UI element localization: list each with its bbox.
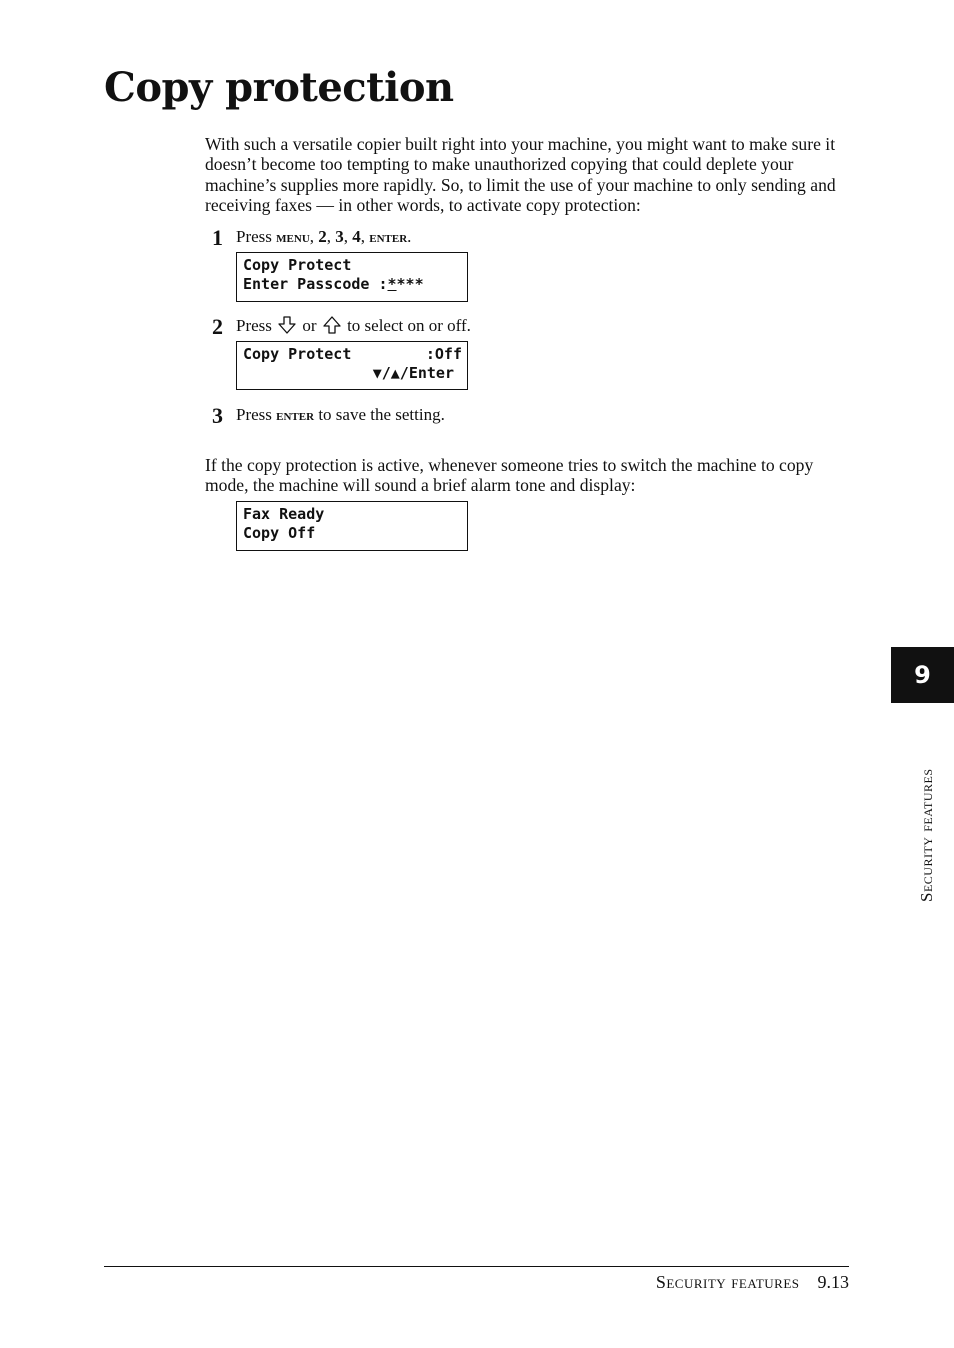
cursor: * bbox=[387, 274, 397, 293]
step-1-number: 1 bbox=[212, 225, 223, 250]
page-footer bbox=[656, 1272, 849, 1293]
outro-paragraph: If the copy protection is active, whenever someone tries to switch the machine to copy mode, the machine will sound a brief alarm tone and display: bbox=[205, 455, 814, 496]
lcd-line-2: ▼/▲/Enter bbox=[372, 363, 454, 382]
lcd-line-1: Copy Protect :Off bbox=[243, 345, 462, 363]
key-3: 3 bbox=[335, 227, 344, 246]
up-arrow-key-icon bbox=[323, 316, 341, 334]
step-2-number: 2 bbox=[212, 314, 223, 339]
enter-key: enter bbox=[369, 230, 408, 246]
step-1-text: Press menu, 2, 3, 4, enter. bbox=[236, 227, 412, 246]
step-3-text: Press enter to save the setting. bbox=[236, 405, 445, 424]
enter-key: enter bbox=[276, 408, 315, 424]
side-section-label: Security features bbox=[917, 768, 936, 902]
chapter-tab: 9 bbox=[891, 647, 954, 703]
lcd-display-passcode bbox=[236, 252, 468, 302]
lcd-line-2: Copy Off bbox=[243, 523, 316, 542]
page-title: Copy protection bbox=[104, 64, 454, 111]
lcd-line-1: Copy Protect bbox=[243, 256, 352, 274]
footer-divider bbox=[104, 1266, 849, 1267]
step-3-number: 3 bbox=[212, 403, 223, 428]
menu-key: menu bbox=[276, 230, 310, 246]
lcd-display-fax-ready bbox=[236, 501, 468, 551]
step-2-text: Press or to select on or off. bbox=[236, 316, 471, 335]
page-number: 9.13 bbox=[817, 1272, 849, 1292]
lcd-line-2: Enter Passcode : * *** bbox=[243, 274, 424, 293]
down-arrow-key-icon bbox=[278, 316, 296, 334]
lcd-display-copy-protect bbox=[236, 341, 468, 390]
intro-paragraph: With such a versatile copier built right into your machine, you might want to make sure it doesn’t become too tempting to make unauthorized copying that could deplete your machine’s supplies more rapidly. So, to limit the use of your machine to only sending and receiving faxes — in other words, to activate copy protection: bbox=[205, 134, 836, 216]
footer-section: Security features bbox=[655, 1272, 800, 1292]
key-2: 2 bbox=[318, 227, 327, 246]
key-4: 4 bbox=[352, 227, 361, 246]
lcd-line-1: Fax Ready bbox=[243, 505, 325, 523]
